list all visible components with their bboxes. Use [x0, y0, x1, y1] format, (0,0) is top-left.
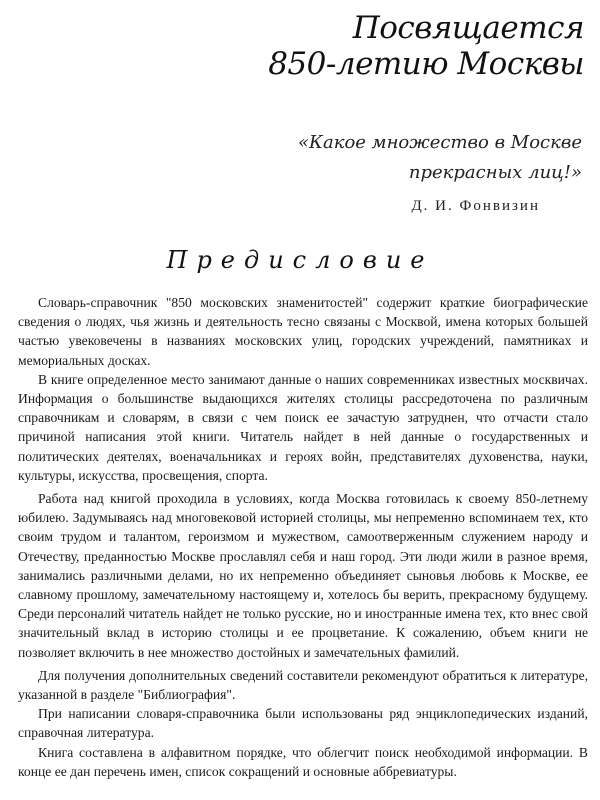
epigraph-line-1: «Какое множество в Москве	[298, 132, 582, 153]
preface-body	[18, 293, 588, 781]
dedication-line-1: Посвящается	[352, 10, 584, 46]
paragraph-6: Книга составлена в алфавитном порядке, что облегчит поиск необходимой информации. В конце ее дан перечень имен, список сокращений и основные аббревиатуры.	[18, 744, 588, 779]
paragraph-5: При написании словаря-справочника были использованы ряд энциклопедических изданий, справочная литература.	[18, 706, 588, 741]
dedication-line-2: 850-летию Москвы	[268, 46, 584, 82]
dedication-heading	[268, 10, 584, 82]
paragraph-2: В книге определенное место занимают данные о наших современниках известных москвичах. Информация о большинстве выдающихся жителях столицы рассредоточена по различным справочникам и словарям, в связи с чем поиск ее зачастую затруднен, что отчасти стало причиной написания этой книги. Читатель найдет в ней данные о государственных и политических деятелях, военачальниках и героях войн, представителях духовенства, науки, культуры, искусства, просвещения, спорта.	[18, 371, 588, 483]
paragraph-1: Словарь-справочник "850 московских знаменитостей" содержит краткие биографические сведения о людях, чья жизнь и деятельность тесно связаны с Москвой, имена которых большей частью увековечены в названиях московских улиц, городских учреждений, памятниках и мемориальных досках.	[18, 295, 588, 368]
epigraph-author: Д. И. Фонвизин	[411, 198, 540, 214]
preface-title: Предисловие	[166, 246, 434, 274]
paragraph-4: Для получения дополнительных сведений составители рекомендуют обратиться к литературе, указанной в разделе "Библиография".	[18, 667, 588, 703]
paragraph-3: Работа над книгой проходила в условиях, когда Москва готовилась к своему 850-летнему юбилею. Задумываясь над многовековой историей столицы, мы непременно вспоминаем тех, кто своим трудом и талантом, героизмом и мужеством, самоотверженным служением народу и Отечеству, преданностью Москве прославлял себя и наш город. Эти люди жили в разное время, занимались различными делами, но их непременно объединяет сыновья любовь к Москве, ее славному прошлому, замечательному настоящему и, хотелось бы верить, прекрасному будущему. Среди персоналий читатель найдет не только русские, но и иностранные имена тех, кто внес свой значительный вклад в историю столицы и ее процветание. К сожалению, объем книги не позволяет включить в нее множество достойных и замечательных фамилий.	[18, 491, 588, 660]
epigraph-line-2: прекрасных лиц!»	[408, 162, 582, 183]
epigraph	[298, 128, 582, 188]
